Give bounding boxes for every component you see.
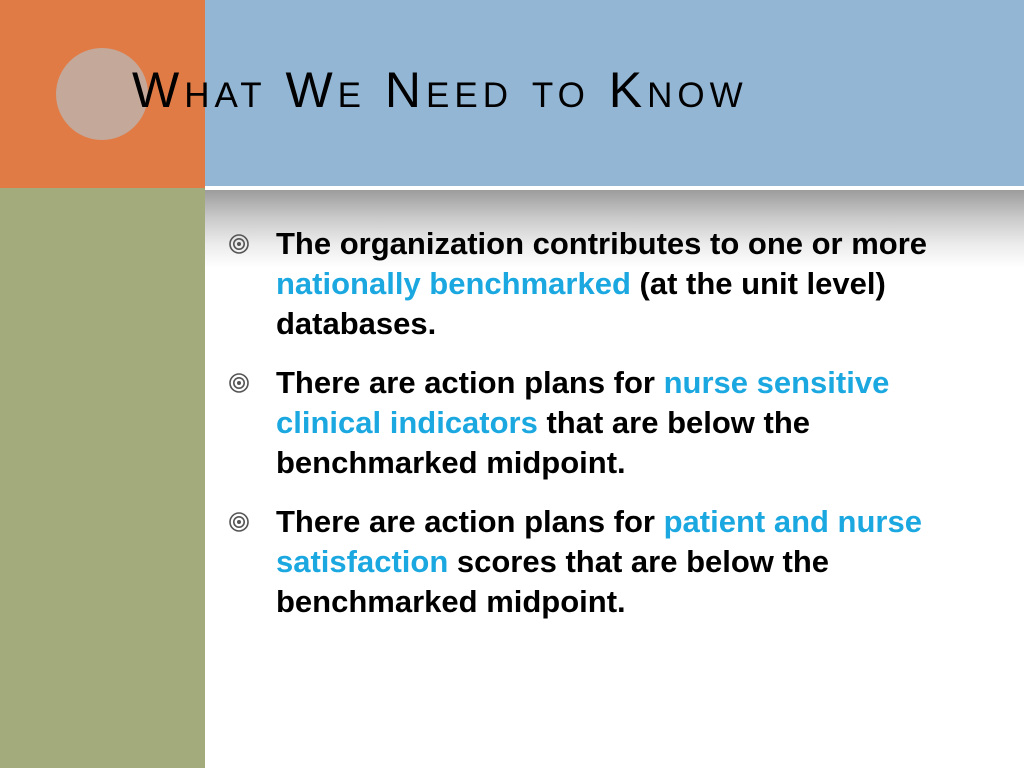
slide-title: What We Need to Know xyxy=(132,62,748,118)
bullet-3-highlight: patient and nurse satisfaction xyxy=(276,504,922,579)
bullet-text-3 xyxy=(276,504,922,619)
circle-target-icon xyxy=(228,511,250,533)
bullet-2-text-end: that are below the benchmarked midpoint. xyxy=(276,405,811,480)
bullet-text-2 xyxy=(276,365,889,480)
bullet-list xyxy=(226,224,966,641)
bullet-3-text-end: scores that are below the benchmarked midpoint. xyxy=(276,544,830,619)
bullet-1-highlight: nationally benchmarked xyxy=(276,266,631,301)
bullet-2-highlight: nurse sensitive clinical indicators xyxy=(276,365,890,440)
bullet-1-text-start: The organization contributes to one or more xyxy=(276,226,928,261)
bullet-1-text-end: (at the unit level) databases. xyxy=(276,266,886,341)
bullet-item-1 xyxy=(226,224,966,344)
bullet-3-text-start: There are action plans for xyxy=(276,504,664,539)
circle-target-icon xyxy=(228,233,250,255)
bullet-item-2 xyxy=(226,363,966,483)
bullet-2-text-start: There are action plans for xyxy=(276,365,664,400)
bullet-item-3 xyxy=(226,502,966,622)
bullet-text-1 xyxy=(276,226,927,341)
green-side-block xyxy=(0,188,205,768)
circle-target-icon xyxy=(228,372,250,394)
